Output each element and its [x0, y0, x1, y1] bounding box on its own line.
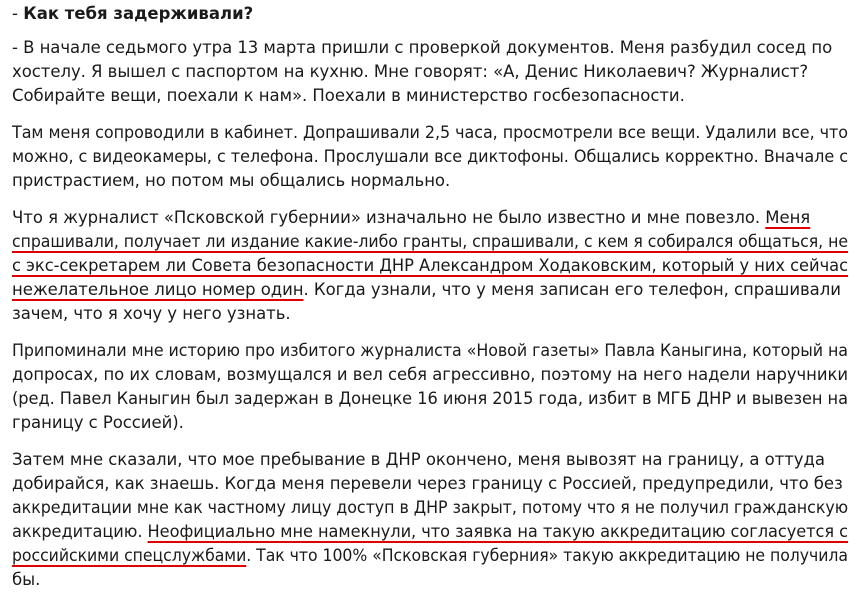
text-line: пристрастием, но потом мы общались нормально.: [12, 171, 451, 190]
text-line: Там меня сопроводили в кабинет. Допрашивали 2,5 часа, просмотрели все вещи. Удалили все, что: [12, 123, 848, 142]
answer-paragraph-3: [12, 206, 852, 326]
text-line: [12, 206, 852, 230]
text-segment: . Так что 100% «Псковская губерния» такую аккредитацию не получила: [246, 546, 848, 565]
text-line: [12, 278, 852, 302]
text-line: добирайся, как знаешь. Когда меня перевели через границу с Россией, предупредили, что без: [12, 474, 843, 493]
text-segment: Что я журналист «Псковской губернии» изначально не было известно и мне повезло.: [12, 208, 766, 227]
text-line: границу с Россией).: [12, 413, 184, 432]
text-line: можно, с видеокамеры, с телефона. Прослушали все диктофоны. Общались корректно. Вначале с: [12, 147, 848, 166]
highlighted-text: российскими спецслужбами: [12, 546, 247, 565]
highlighted-text: с экс-секретарем ли Совета безопасности ДНР Александром Ходаковским, который у них сейчас: [12, 256, 848, 275]
text-line: бы.: [12, 570, 41, 589]
text-line: аккредитации мне как частному лицу доступ в ДНР закрыт, потому что я не получил гражданскую: [12, 498, 849, 517]
answer-paragraph-5: [12, 448, 852, 592]
highlighted-text: Неофициально мне намекнули, что заявка на такую аккредитацию согласуется с: [147, 522, 849, 541]
interview-question: [12, 2, 852, 26]
text-segment: . Когда узнали, что у меня записан его телефон, спрашивали: [303, 280, 841, 299]
text-line: - В начале седьмого утра 13 марта пришли с проверкой документов. Меня разбудил сосед по: [12, 38, 833, 57]
answer-paragraph-1: [12, 36, 852, 108]
text-line: зачем, что я хочу у него узнать.: [12, 304, 291, 323]
text-segment: аккредитацию.: [12, 522, 148, 541]
text-line: Собирайте вещи, поехали к нам». Поехали в министерство госбезопасности.: [12, 86, 685, 105]
text-line: хостелу. Я вышел с паспортом на кухню. Мне говорят: «А, Денис Николаевич? Журналист?: [12, 62, 809, 81]
highlighted-text: нежелательное лицо номер один: [12, 280, 304, 299]
highlighted-text: Меня: [765, 208, 811, 227]
question-text: Как тебя задерживали?: [23, 4, 254, 23]
answer-paragraph-4: [12, 339, 852, 435]
text-line: Затем мне сказали, что мое пребывание в ДНР окончено, меня вывозят на границу, а оттуда: [12, 450, 825, 469]
question-dash: -: [12, 4, 24, 23]
highlighted-text: спрашивали, получает ли издание какие-либо гранты, спрашивали, с кем я собирался общаться, не: [12, 232, 848, 251]
text-line: (ред. Павел Каныгин был задержан в Донецке 16 июня 2015 года, избит в МГБ ДНР и вывезен на: [12, 389, 849, 408]
answer-paragraph-2: [12, 121, 852, 193]
text-line: допросах, по их словам, возмущался и вел себя агрессивно, поэтому на него надели наручники: [12, 365, 849, 384]
text-line: Припоминали мне историю про избитого журналиста «Новой газеты» Павла Каныгина, который на: [12, 341, 848, 360]
article-body: [12, 0, 852, 605]
text-line: [12, 520, 849, 544]
text-line: [12, 544, 848, 568]
